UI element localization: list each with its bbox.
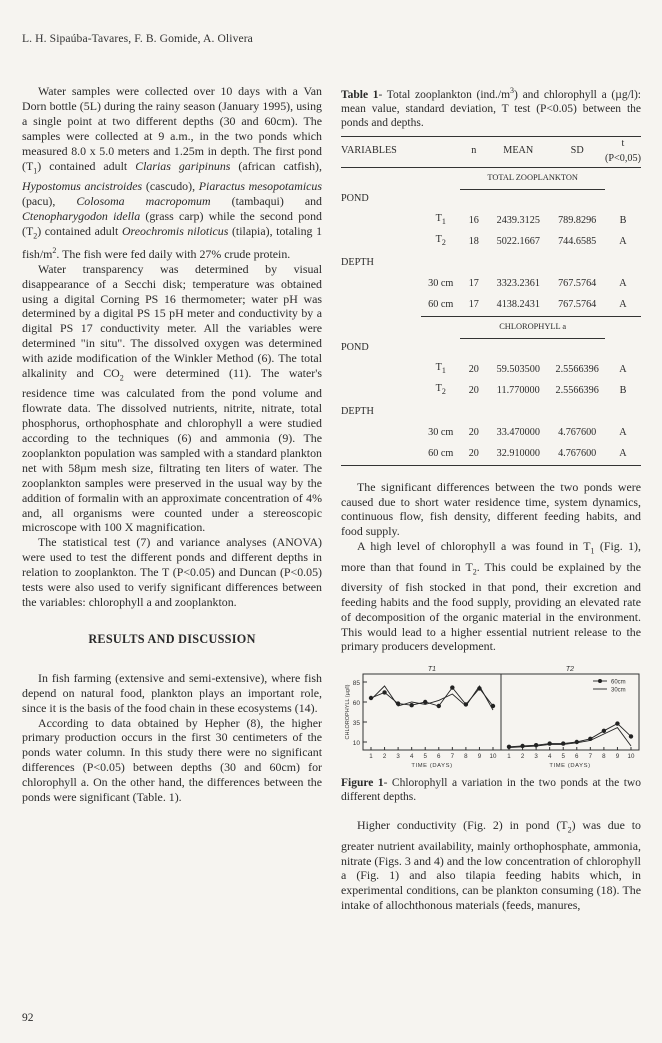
chlorophyll-chart — [341, 662, 641, 772]
table-row: 60 cm 17 4138.2431 767.5764 A — [341, 295, 641, 317]
figure-caption — [341, 776, 641, 804]
methods-paragraph-2: Water transparency was determined by visual disappearance of a Secchi disk; temperature was obtained using a digital Corning PS 16 thermometer; water pH was determined by a digital PS 15 pH meter and conductivity by a digital PS 17 conductivity meter. All the variables were determined "in situ". The dissolved oxygen was determined with azide modification of the Winkler Method (6). The total alkalinity and $CO_2$ were determined (11). The water's residence time was calculated from the pond volume and flowrate data. The dissolved nutrients, nitrite, nitrate, total phosphorus, orthophosphate and chlorophyll a were studied according to the techniques (6) and ammonia (9). The zooplankton population was sampled with a standard plankton net with 58µm mesh size, filtrating ten liters of water. The zooplankton samples were preserved in the usual way by the addition of formalin with an approximate concentration of 4% and, all organisms were counted under a stereoscopic microscope with 100 X magnification. — [22, 261, 322, 535]
table-caption-label: Table 1 — [341, 88, 379, 101]
section-row-zooplankton — [341, 167, 641, 189]
right-column — [341, 84, 641, 913]
data-point-60cm — [561, 742, 565, 746]
x-tick-label: 9 — [477, 753, 482, 761]
group-label: DEPTH — [341, 256, 374, 268]
header-variables: VARIABLES — [341, 145, 397, 157]
x-tick-label: 10 — [489, 753, 497, 761]
table-row: $T_1$ 20 59.503500 2.5566396 A — [435, 362, 627, 376]
group-row — [341, 402, 641, 423]
methods-paragraph-1: Water samples were collected over 10 days with a Van Dorn bottle (5L) during the rainy season (January 1995), using a single point at two different depths (30 and 60cm). The samples were collected at 9 a.m., in the two ponds which measured 8.0 x 5.0 meters and 1.25m in depth. The first pond $(T_1)$ contained adult Clarias garipinuns (african catfish), Hypostomus ancistroides (cascudo), Piaractus mesopotamicus (pacu), Colosoma macropomum (tambaqui) and Ctenopharygodon idella (grass carp) while the second pond $(T_2)$ contained adult Oreochromis niloticus (tilapia), totaling 1 fish/$m^2$. The fish were fed daily with 27% crude protein. — [22, 84, 323, 261]
header-sd: SD — [570, 145, 584, 157]
group-label: POND — [341, 342, 369, 354]
data-point-60cm — [602, 729, 606, 733]
data-point-60cm — [409, 703, 413, 707]
x-tick-label: 7 — [450, 753, 455, 761]
x-axis-label: TIME (DAYS) — [549, 763, 591, 770]
table-row: $T_1$ 16 2439.3125 789.8296 B — [435, 213, 627, 227]
page-number: 92 — [22, 1012, 34, 1024]
x-tick-label: 8 — [464, 753, 468, 761]
x-tick-label: 6 — [437, 753, 441, 761]
legend-label: 60cm — [611, 679, 626, 686]
section-label-chlorophyll: CHLOROPHYLL a — [460, 316, 605, 338]
x-tick-label: 8 — [602, 753, 606, 761]
data-point-60cm — [450, 686, 454, 690]
y-axis-label: CHLOROPHYLL (µg/l) — [345, 684, 351, 740]
table-row: 30 cm 20 33.470000 4.767600 A — [428, 426, 627, 438]
methods-paragraph-3: The statistical test (7) and variance analyses (ANOVA) were used to test the different ponds and different depths in relation to zooplankton. The T (P<0.05) and Duncan (P<0.05) tests were also used to verify significant differences between the variables: chlorophyll a and zooplankton. — [22, 535, 322, 609]
x-tick-label: 2 — [382, 753, 387, 761]
results-paragraph-2: According to data obtained by Hepher (8), the higher primary production occurs in the first 30 centimeters of the ponds water column. In this study there were no significant differences (P<0.05) between depths (30 and 60cm) for chlorophyll a. On the other hand, the differences between the ponds were significant (Table. 1). — [22, 715, 322, 805]
data-point-60cm — [615, 722, 619, 726]
discussion-paragraph-2: A high level of chlorophyll a was found in $T_1$ (Fig. 1), more than that found in $T_2$. This could be explained by the diversity of fish stocked in that pond, their excretion and feeding habits and the food supply, providing an elevated rate of decomposition of the organic material in the environment. This would lead to a higher essential nutrient release to the primary producers development. — [341, 539, 641, 654]
running-head: L. H. Sipaúba-Tavares, F. B. Gomide, A. Olivera — [22, 32, 253, 45]
y-tick-label: 60 — [352, 700, 360, 708]
data-point-60cm — [575, 740, 579, 744]
x-tick-label: 1 — [369, 753, 373, 761]
x-tick-label: 5 — [423, 753, 427, 761]
results-table — [341, 136, 641, 466]
legend-label: 30cm — [611, 687, 626, 694]
table-row: $T_2$ 20 11.770000 2.5566396 B — [435, 383, 627, 397]
series-line-30cm — [371, 686, 493, 710]
legend-marker — [598, 679, 602, 683]
header-mean: MEAN — [503, 145, 534, 157]
data-point-60cm — [547, 742, 551, 746]
x-tick-label: 9 — [615, 753, 620, 761]
x-tick-label: 10 — [627, 753, 635, 761]
group-label: DEPTH — [341, 405, 374, 417]
table-row: 30 cm 17 3323.2361 767.5764 A — [428, 277, 627, 289]
table-row: 60 cm 20 32.910000 4.767600 A — [341, 444, 641, 466]
x-tick-label: 5 — [561, 753, 565, 761]
series-line-60cm — [371, 688, 493, 706]
data-point-60cm — [629, 735, 633, 739]
discussion-paragraph-3: Higher conductivity (Fig. 2) in pond $(T_2)$ was due to greater nutrient availability, mainly orthophosphate, ammonia, nitrate (Figs. 3 and 4) and the low concentration of chlorophyll a (Fig. 1) and also tilapia feeding habits which, in experimental conditions, can be plankton consuming (18). The intake of allochthonous materials (feeds, manures, — [341, 818, 642, 913]
group-row — [341, 338, 641, 360]
x-tick-label: 4 — [409, 753, 414, 761]
x-tick-label: 1 — [507, 753, 511, 761]
x-tick-label: 3 — [534, 753, 538, 761]
header-n: n — [471, 145, 477, 157]
data-point-60cm — [507, 745, 511, 749]
data-point-60cm — [534, 743, 538, 747]
x-tick-label: 3 — [396, 753, 400, 761]
figure-1 — [341, 662, 641, 772]
section-heading: RESULTS AND DISCUSSION — [88, 631, 256, 646]
data-point-60cm — [382, 691, 386, 695]
series-line-30cm — [509, 728, 631, 748]
group-row — [341, 253, 641, 274]
x-axis-label: TIME (DAYS) — [411, 763, 453, 770]
x-tick-label: 2 — [520, 753, 525, 761]
y-tick-label: 85 — [352, 680, 360, 688]
figure-caption-label: Figure 1 — [341, 777, 384, 790]
header-t: t (P<0,05) — [604, 137, 641, 164]
panel-frame-1 — [363, 674, 501, 750]
table-header-row — [341, 136, 641, 167]
table-caption-text: - Total zooplankton $(ind./m^3)$ and chlorophyll a (µg/l): mean value, standard deviation, T test (P<0.05) between the ponds and depths. — [341, 86, 641, 129]
discussion-paragraph-1: The significant differences between the two ponds were caused due to short water residence time, system dynamics, continuous flow, fish density, different feeding habits, and food supply. — [341, 479, 641, 539]
left-column — [22, 84, 322, 805]
x-tick-label: 7 — [588, 753, 593, 761]
section-row-chlorophyll — [341, 316, 641, 338]
data-point-60cm — [437, 704, 441, 708]
section-label-zooplankton: TOTAL ZOOPLANKTON — [460, 167, 605, 189]
table-row: $T_2$ 18 5022.1667 744.6585 A — [435, 234, 627, 248]
group-row — [341, 189, 641, 211]
data-point-60cm — [520, 744, 524, 748]
figure-caption-text: - Chlorophyll a variation in the two ponds at the two different depths. — [341, 777, 641, 804]
y-tick-label: 35 — [352, 720, 360, 728]
panel-title: T2 — [565, 666, 575, 674]
table-caption — [341, 84, 641, 130]
x-tick-label: 4 — [547, 753, 552, 761]
panel-title: T1 — [427, 666, 437, 674]
results-paragraph-1: In fish farming (extensive and semi-extensive), where fish depend on natural food, plankton plays an important role, since it is the basis of the food chain in these ecosystems (14). — [22, 670, 322, 715]
group-label: POND — [341, 193, 369, 205]
x-tick-label: 6 — [575, 753, 579, 761]
y-tick-label: 10 — [352, 740, 360, 748]
